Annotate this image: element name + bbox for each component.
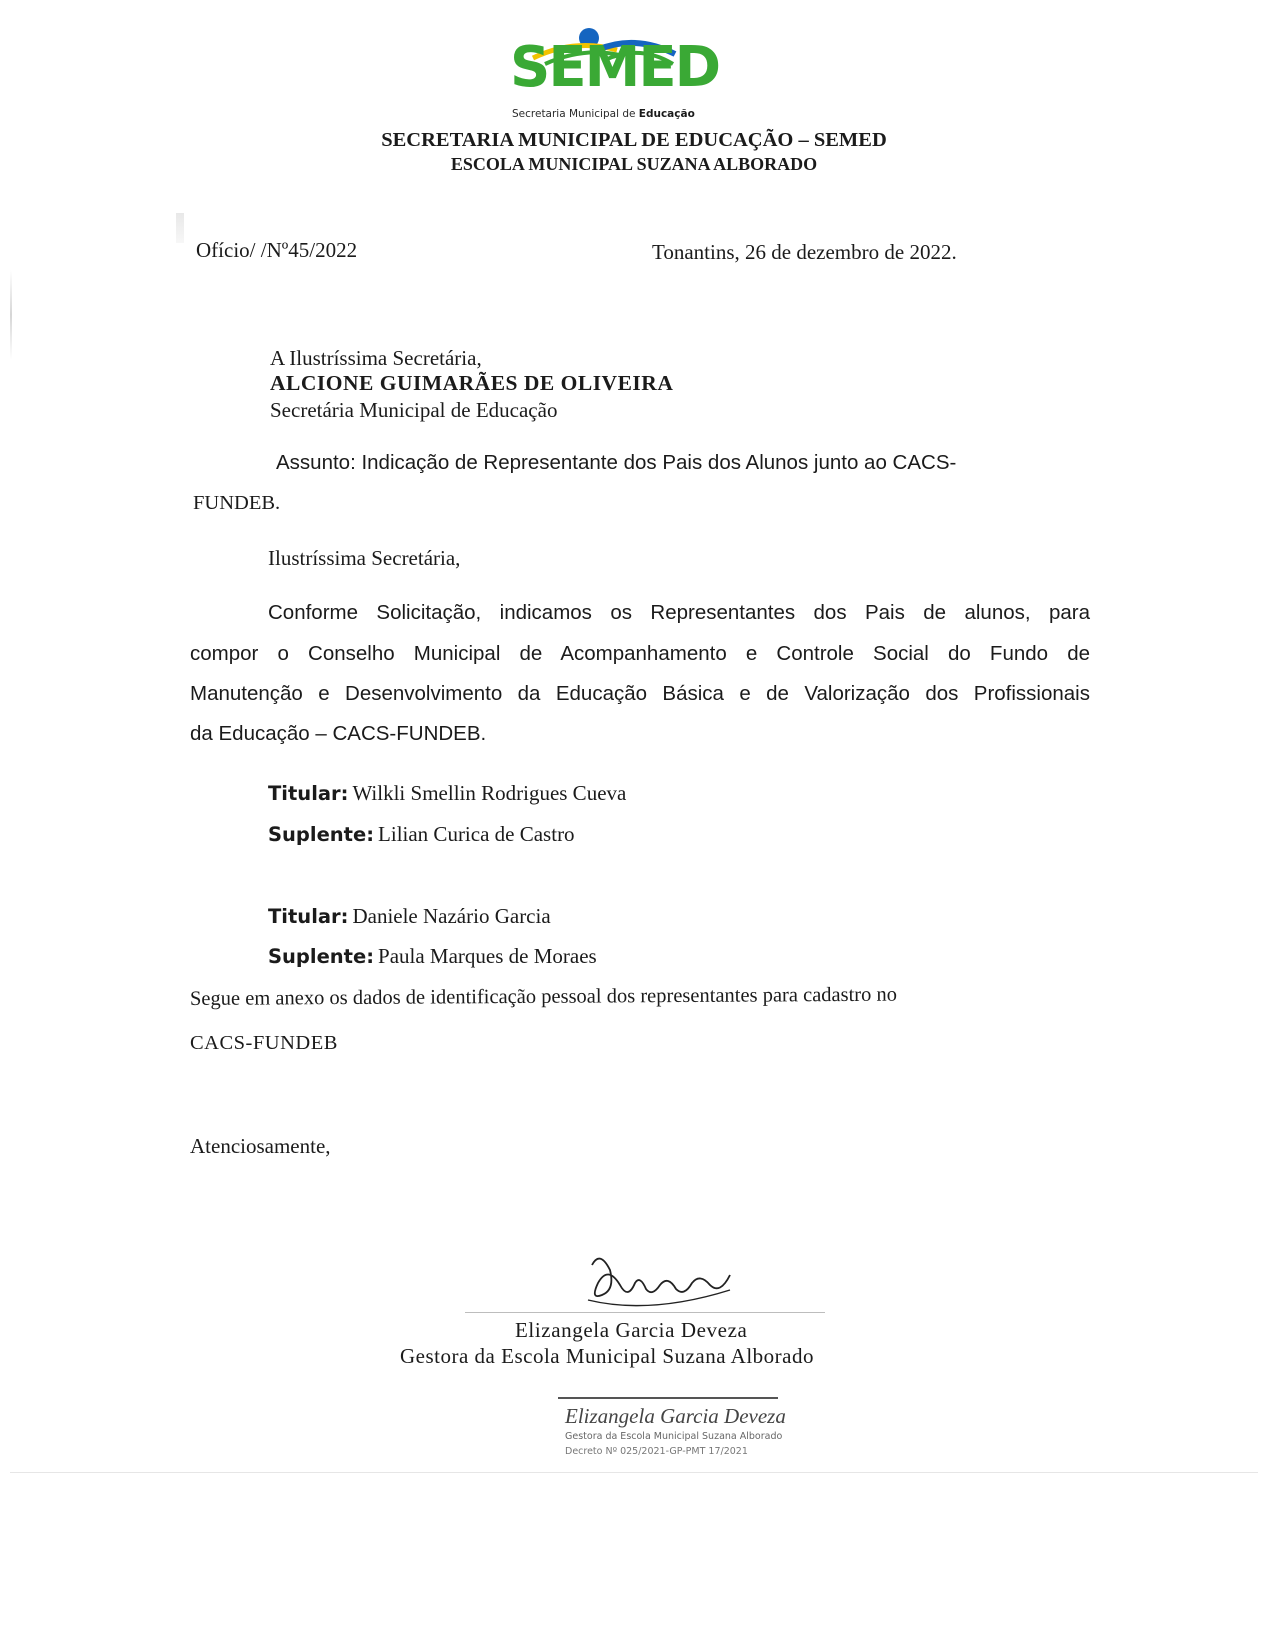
subject-line-1: Assunto: Indicação de Representante dos Pais dos Alunos junto ao CACS-: [276, 451, 957, 474]
annex-line-2: CACS-FUNDEB: [190, 1032, 338, 1054]
representative-2-titular: [268, 904, 551, 929]
titular-label: Titular:: [268, 905, 349, 928]
recipient-salutation: A Ilustríssima Secretária,: [270, 346, 482, 370]
subject-line-2: FUNDEB.: [193, 492, 281, 514]
representative-1-suplente: [268, 822, 575, 847]
titular-name: Wilkli Smellin Rodrigues Cueva: [352, 781, 627, 805]
logo-subtitle: [512, 108, 695, 120]
logo-wordmark: [510, 35, 720, 100]
page-bottom-rule: [10, 1472, 1258, 1473]
body-line-2: compor o Conselho Municipal de Acompanhamento e Controle Social do Fundo de: [190, 642, 1090, 665]
titular-name: Daniele Nazário Garcia: [352, 904, 551, 928]
body-line-3: Manutenção e Desenvolvimento da Educação Básica e de Valorização dos Profissionais: [190, 682, 1090, 705]
scan-artifact: [176, 213, 184, 243]
signature-line: [465, 1312, 825, 1313]
logo-subtitle-bold: Educação: [638, 108, 695, 120]
annex-line-1: Segue em anexo os dados de identificação pessoal dos representantes para cadastro no: [189, 983, 898, 1010]
signer-title: Gestora da Escola Municipal Suzana Alborado: [400, 1344, 814, 1368]
stamp-role: Gestora da Escola Municipal Suzana Alborado: [565, 1431, 783, 1442]
suplente-name: Paula Marques de Moraes: [378, 944, 597, 968]
representative-2-suplente: [268, 944, 597, 969]
place-and-date: Tonantins, 26 de dezembro de 2022.: [652, 240, 957, 264]
stamp-decree: Decreto Nº 025/2021-GP-PMT 17/2021: [565, 1446, 748, 1457]
signer-name: Elizangela Garcia Deveza: [515, 1318, 748, 1342]
titular-label: Titular:: [268, 782, 349, 805]
header-institution: SECRETARIA MUNICIPAL DE EDUCAÇÃO – SEMED: [381, 129, 887, 151]
logo-wordmark-text: SEMED: [510, 35, 720, 100]
representative-1-titular: [268, 781, 626, 806]
body-line-1: Conforme Solicitação, indicamos os Representantes dos Pais de alunos, para: [268, 601, 1090, 624]
stamp-line: [558, 1397, 778, 1399]
stamp-name: Elizangela Garcia Deveza: [565, 1404, 786, 1428]
body-line-4: da Educação – CACS-FUNDEB.: [190, 722, 487, 745]
recipient-name: ALCIONE GUIMARÃES DE OLIVEIRA: [270, 371, 674, 395]
handwritten-signature: [580, 1245, 740, 1325]
recipient-role: Secretária Municipal de Educação: [270, 398, 558, 422]
document-reference: Ofício/ /Nº45/2022: [196, 238, 358, 262]
suplente-label: Suplente:: [268, 823, 375, 846]
scan-edge-artifact: [10, 270, 12, 360]
header-school: ESCOLA MUNICIPAL SUZANA ALBORADO: [450, 154, 818, 174]
closing: Atenciosamente,: [190, 1134, 331, 1158]
greeting: Ilustríssima Secretária,: [268, 546, 461, 570]
suplente-name: Lilian Curica de Castro: [378, 822, 575, 846]
logo-subtitle-prefix: Secretaria Municipal de: [512, 108, 639, 120]
suplente-label: Suplente:: [268, 945, 375, 968]
